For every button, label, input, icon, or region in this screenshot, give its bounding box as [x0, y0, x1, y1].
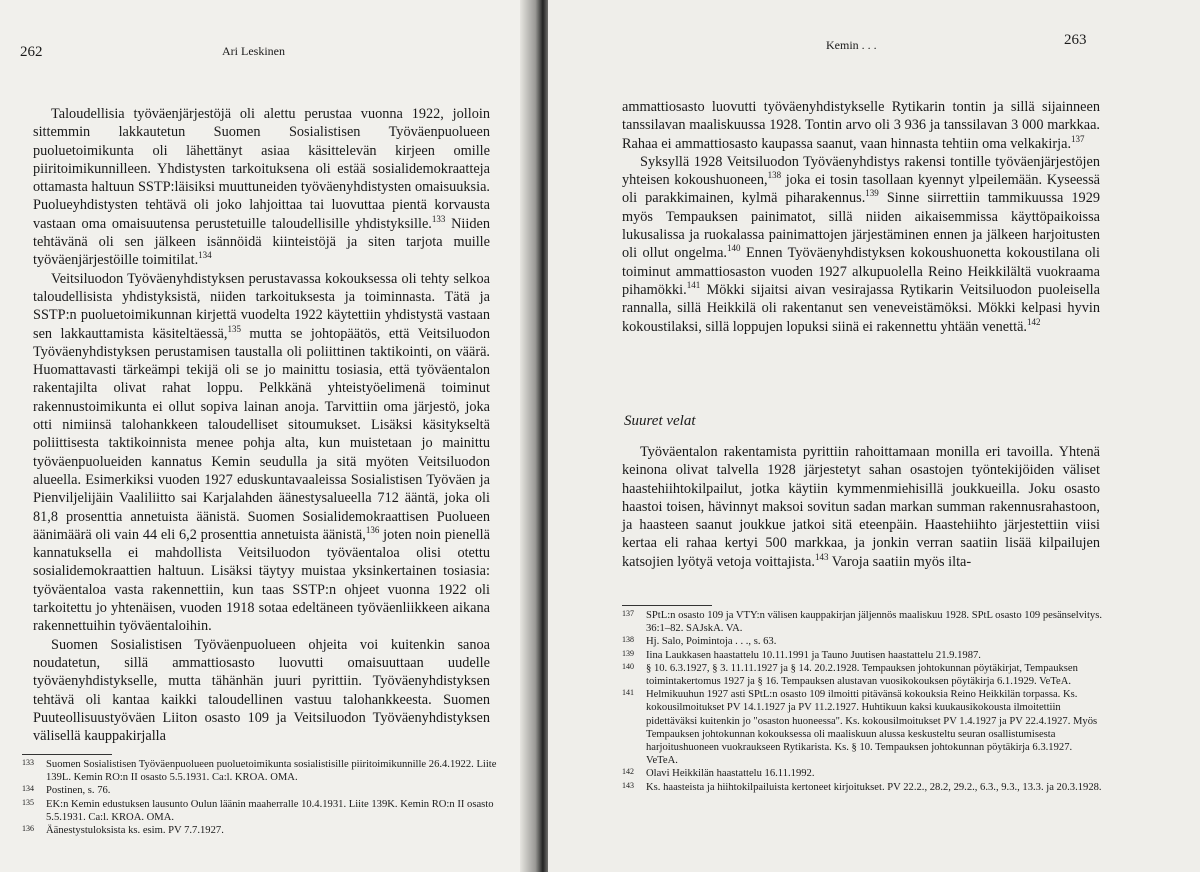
running-head-left: Ari Leskinen [222, 44, 285, 58]
footnote-reference[interactable]: 136 [365, 525, 380, 536]
paragraph [33, 270, 490, 636]
footnote-number: 140 [622, 661, 634, 671]
paragraph-text: Veitsiluodon Työväenyhdistyksen perustavassa kokouksessa oli tehty selkoa taloudellisista yhdistyksistä, niiden tarkoituksesta ja toiminnasta. Tätä ja SSTP:n puoluetoimikunnan kirjettä vuodelta 1922 käytettiin yhdistystä vastaan sen lakkauttamista käsiteltäessä, [33, 270, 490, 342]
footnote-text: EK:n Kemin edustuksen lausunto Oulun läänin maaherralle 10.4.1931. Liite 139K. Kemin RO:n II osasto 5.5.1931. Ca:l. KROA. OMA. [46, 798, 494, 823]
footnote-text: Hj. Salo, Poimintoja . . ., s. 63. [646, 636, 777, 648]
footnote-reference[interactable]: 138 [767, 170, 782, 181]
footnote-reference[interactable]: 139 [865, 188, 879, 199]
left-body-text [33, 105, 490, 745]
footnote-text: Postinen, s. 76. [46, 785, 111, 797]
paragraph-text: Taloudellisia työväenjärjestöjä oli alettu perustaa vuonna 1922, jolloin sittemmin lakkautetun Suomen Sosialistisen Työväenpuolueen puoluetoimikunta oli lähettänyt asiaa käsittelevän kirjeen omille piiritoimikunnilleen. Yhdistysten tarkoituksena oli estää sosialidemokraatteja ottamasta haltuun SSTP:läisiksi muuttuneiden työväenyhdistysten omaisuuksia. Puolueyhdistysten tehtävä oli joko lahjoittaa tai luovuttaa pientä korvausta vastaan oma omaisuutensa perustetuille taloudellisille yhdistyksille. [33, 106, 490, 232]
right-page [548, 0, 1200, 872]
paragraph [622, 98, 1100, 153]
footnote [622, 635, 1102, 648]
paragraph-text: Ennen Työväenyhdistyksen kokoushuonetta kokoustilana oli toiminut ammattiosaston vuoden 1927 alkupuolella Reino Heikkilältä vuokraama pihamökki. [622, 245, 1100, 298]
footnote-number: 143 [622, 780, 634, 790]
footnote-number: 139 [622, 648, 634, 658]
footnote-reference[interactable]: 134 [198, 250, 212, 261]
footnote-number: 135 [22, 797, 34, 807]
footnote-reference[interactable]: 143 [814, 552, 829, 563]
footnote-text: § 10. 6.3.1927, § 3. 11.11.1927 ja § 14. 20.2.1928. Tempauksen johtokunnan pöytäkirjat, Tempauksen toimintakertomus 1927 ja § 16. Tempauksen alustavan vuosikokouksen pöytäkirja 6.1.1929. VeTeA. [646, 662, 1078, 688]
footnote [622, 662, 1102, 688]
paragraph-text: Niiden tehtävänä oli sen jälkeen isännöidä kiinteistöjä ja siten tarjota muille työväenjärjestöille toimitilat. [33, 215, 490, 269]
paragraph-text: joka ei tosin tasollaan kyennyt ylpeilemään. Kyseessä oli parakkimainen, kylmä piharakennus. [622, 172, 1100, 207]
footnote-reference[interactable]: 137 [1071, 133, 1085, 144]
footnote [22, 798, 498, 824]
footnote-rule-right [622, 605, 712, 606]
footnote-text: Olavi Heikkilän haastattelu 16.11.1992. [646, 768, 815, 780]
footnote-number: 138 [622, 635, 634, 645]
footnote-reference[interactable]: 135 [227, 323, 241, 334]
paragraph-text: mutta se johtopäätös, että Veitsiluodon Työväenyhdistyksen perustamisen taustalla oli poliittinen taktikointi, on väärä. Huomattavasti tärkeämpi tekijä oli se jo mainittu tosiasia, että työväentalon rakentajilta olivat rahat loppu. Pelkkänä yhteistyöelimenä toiminut rakennustoimikunta ei ollut sopiva lainan anoja. Tarvittiin oma järjestö, joka otti nimiinsä talohankkeen taloudelliset sitoumukset. Lisäksi käsitykseltä poliittisesta taktikoinnista menee pohja alta, kun muistetaan jo mainittu työväenpuolueiden kannatus Kemin seudulla ja sitä myöten Veitsiluodon alueella. Esimerkiksi vuoden 1927 eduskuntavaaleissa Sosialistisen Työväen ja Pienviljelijäin Vaaliliitto sai Karjalahden äänestysalueella 712 ääntä, joka oli 81,8 prosenttia annetuista äänistä. Suomen Sosialidemokraattisen Puolueen äänimäärä oli vain 44 eli 6,2 prosenttia annetuista äänistä, [33, 325, 490, 543]
paragraph [622, 153, 1100, 336]
paragraph [622, 443, 1100, 571]
footnote [22, 784, 498, 797]
paragraph-text: Suomen Sosialistisen Työväenpuolueen ohjeita voi kuitenkin sanoa noudatetun, sillä ammattiosasto luovutti omaisuuttaan uudelle työväenyhdistykselle, mutta tähänhän juuri pyrittiin. Työväenyhdistyksen tehtävä oli kantaa kaikki taloudellinen vastuu talohankkeesta. Suomen Puuteollisuustyöväen Liiton osasto 109 ja Veitsiluodon Työväenyhdistyksen välisellä kauppakirjalla [33, 636, 490, 745]
footnote-number: 136 [22, 824, 34, 834]
page-number-left: 262 [20, 44, 43, 60]
footnote [22, 758, 498, 784]
footnote [622, 767, 1102, 780]
footnote [622, 609, 1102, 635]
paragraph-text: Mökki sijaitsi aivan vesirajassa Rytikarin Veitsiluodon puoleisella rannalla, sillä Heikkilä oli rakentanut sen veneveistämöksi. Mökki kelpasi hyvin kokoustilaksi, sillä loppujen lopuksi siinä ei rakennettu yhtään venettä. [622, 281, 1100, 335]
right-body-text-top [622, 98, 1100, 336]
left-page [0, 0, 536, 872]
footnote [622, 688, 1102, 767]
footnote [22, 824, 498, 837]
footnote-number: 134 [22, 784, 34, 794]
paragraph [33, 105, 490, 270]
footnote-number: 141 [622, 688, 634, 698]
paragraph-text: joten noin pienellä kannatuksella ei mahdollista Veitsiluodon työväentaloa olisi otettu sosialidemokraattien haltuun. Lisäksi täytyy muistaa yksinkertainen tosiasia: työväentaloa vasta rakennettiin, kun taas SSTP:n ohjeet vuonna 1922 oli tarkoitettu jo yhtenäisen, vuoden 1918 sotaa edeltäneen työväenliikkeen aikana rakennettuihin työväentaloihin. [33, 526, 490, 635]
footnote [622, 781, 1102, 794]
paragraph [33, 636, 490, 746]
footnote-text: Suomen Sosialistisen Työväenpuolueen puoluetoimikunta sosialistisille piiritoimikunnille 26.4.1922. Liite 139L. Kemin RO:n II osasto 5.5.1931. Ca:l. KROA. OMA. [46, 759, 497, 784]
section-heading: Suuret velat [624, 413, 696, 429]
page-number-right: 263 [1064, 32, 1087, 48]
right-footnotes [622, 609, 1102, 794]
right-body-text-bottom [622, 443, 1100, 571]
footnote-number: 137 [622, 609, 634, 618]
paragraph-text: Syksyllä 1928 Veitsiluodon Työväenyhdistys rakensi tontille työväenjärjestöjen yhteisen kokoushuoneen, [622, 153, 1100, 189]
footnote-text: Ks. haasteista ja hiihtokilpailuista kertoneet kirjoitukset. PV 22.2., 28.2, 29.2., 6.3., 9.3., 13.3. ja 20.3.1928. [646, 781, 1102, 793]
footnote-text: Iina Laukkasen haastattelu 10.11.1991 ja Tauno Juutisen haastattelu 21.9.1987. [646, 649, 981, 661]
paragraph-text: Työväentalon rakentamista pyrittiin rahoittamaan monilla eri tavoilla. Yhtenä keinona olivat talvella 1928 järjestetyt sahan osastojen työntekijöiden väliset haastehiihtokilpailut, jotka käytiin kymmenmiehisillä joukkueilla. Joku osasto haastoi toisen, hävinnyt maksoi sovitun sadan markan summan rakennusrahastoon, ja haasteen saanut joukkue jatkoi sitä eteenpäin. Haastehiihto järjestettiin viisi kertaa eli rahaa kertyi 500 markkaa, ja jonkin verran saatiin lisää kilpailujen katsojien lyötyä vetoja voittajista. [622, 444, 1100, 570]
footnote-text: Äänestystuloksista ks. esim. PV 7.7.1927. [46, 825, 224, 837]
running-head-right: Kemin . . . [826, 38, 877, 52]
footnote-number: 133 [22, 758, 34, 767]
footnote-reference[interactable]: 141 [686, 280, 701, 291]
left-footnotes [22, 758, 498, 837]
paragraph-text: ammattiosasto luovutti työväenyhdistykselle Rytikarin tontin ja sillä sijainneen tanssilavan maaliskuussa 1928. Tontin arvo oli 3 936 ja tanssilavan 3 000 markkaa. Rahaa ei ammattiosasto kaupassa saanut, vaan hinnasta tehtiin oma velkakirja. [622, 99, 1100, 152]
paragraph-text: Sinne siirrettiin tammikuussa 1929 myös Tempauksen painimatot, sillä niiden aikaisemmissa käyttöpaikoissa lukusalissa ja ruokalassa painimattojen järjestäminen ennen ja jälkeen harjoitusten oli ollut ongelma. [622, 190, 1100, 262]
footnote [622, 649, 1102, 662]
footnote-rule-left [22, 754, 112, 755]
footnote-reference[interactable]: 140 [727, 243, 741, 254]
footnote-reference[interactable]: 133 [431, 214, 446, 225]
footnote-text: Helmikuuhun 1927 asti SPtL:n osasto 109 ilmoitti pitävänsä kokouksia Reino Heikkilän torpassa. Ks. kokousilmoitukset PV 14.1.1927 ja PV 11.2.1927. Huhtikuun kaksi kuukausikokousta ilmoitettiin pidettäväksi kuitenkin jo "osaston huoneessa". Ks. kokousilmoitukset PV 1.4.1927 ja PV 22.4.1927. Myös Tempauksen johtokunnan kokouksessa oli maaliskuun alussa keskusteltu seuran osallistumisesta harjoitushuoneen vuokraukseen Rytikarista. Ks. § 10. Tempauksen johtokunnan pöytäkirja 6.3.1927. VeTeA. [646, 689, 1098, 767]
paragraph-text: Varoja saatiin myös ilta- [828, 553, 972, 570]
footnote-text: SPtL:n osasto 109 ja VTY:n välisen kauppakirjan jäljennös maaliskuu 1928. SPtL osasto 109 pesänselvitys. 36:1–82. SAJskA. VA. [646, 610, 1102, 635]
footnote-reference[interactable]: 142 [1027, 316, 1041, 327]
footnote-number: 142 [622, 767, 634, 777]
